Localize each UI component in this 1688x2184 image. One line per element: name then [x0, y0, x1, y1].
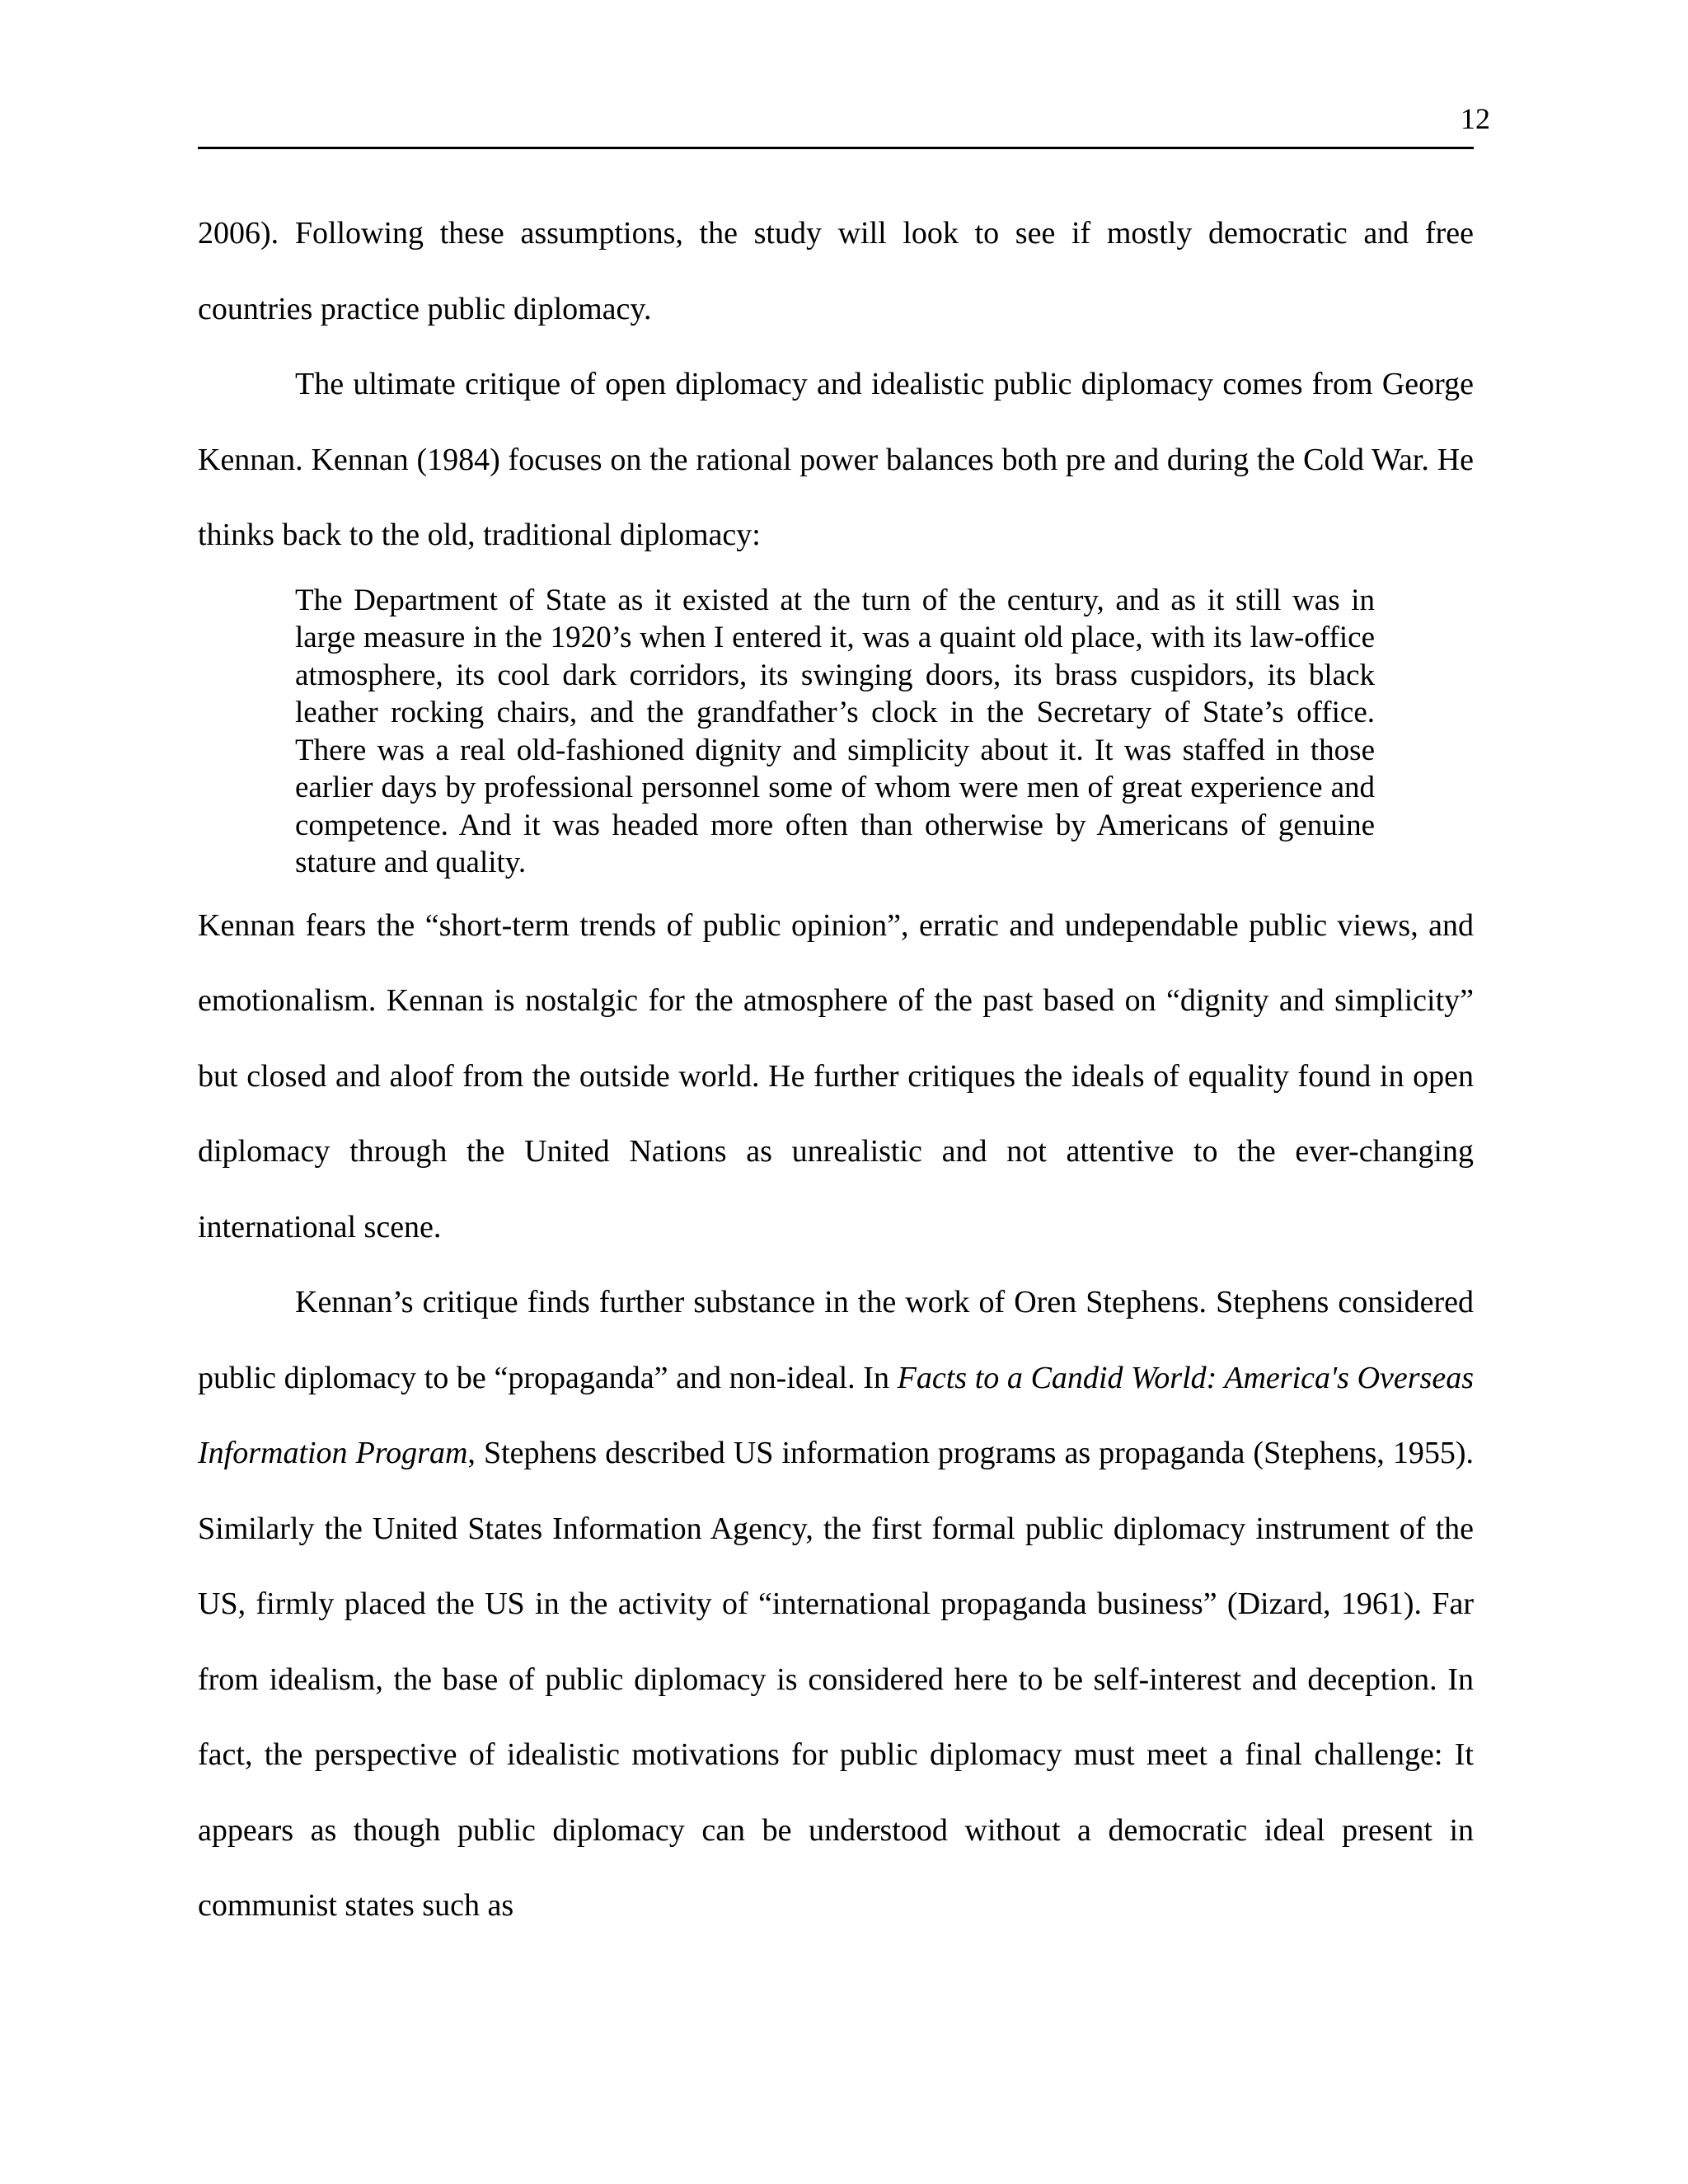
- paragraph-kennan-fears: Kennan fears the “short-term trends of public opinion”, erratic and undependable public views, and emotionalism. Kennan is nostalgic for the atmosphere of the past based on “dignity and simplicity” but closed and aloof from the outside world. He further critiques the ideals of equality found in open diplomacy through the United Nations as unrealistic and not attentive to the ever-changing international scene.: [198, 907, 1474, 1244]
- block-quote-kennan: The Department of State as it existed at the turn of the century, and as it still was in large measure in the 1920’s when I entered it, was a quaint old place, with its law-office atmosphere, its cool dark corridors, its swinging doors, its brass cuspidors, its black leather rocking chairs, and the grandfather’s clock in the Secretary of State’s office. There was a real old-fashioned dignity and simplicity about it. It was staffed in those earlier days by professional personnel some of whom were men of great experience and competence. And it was headed more often than otherwise by Americans of genuine stature and quality.: [295, 583, 1375, 879]
- paragraph-stephens-text-2: , Stephens described US information programs as propaganda (Stephens, 1955). Similarly the United States Information Agency, the first formal public diplomacy instrument of the US, firmly placed the US in the activity of “international propaganda business” (Dizard, 1961). Far from idealism, the base of public diplomacy is considered here to be self-interest and deception. In fact, the perspective of idealistic motivations for public diplomacy must meet a final challenge: It appears as though public diplomacy can be understood without a democratic ideal present in communist states such as: [198, 1436, 1474, 1923]
- paragraph-continuation: 2006). Following these assumptions, the study will look to see if mostly democratic and free countries practice public diplomacy.: [198, 216, 1474, 326]
- body-text: [198, 196, 1474, 1944]
- book-title: Facts to a Candid World: America's Overseas Information Program: [198, 1360, 1474, 1470]
- paragraph-stephens: [198, 1265, 1474, 1944]
- paragraph-kennan-intro: The ultimate critique of open diplomacy and idealistic public diplomacy comes from George Kennan. Kennan (1984) focuses on the rational power balances both pre and during the Cold War. He thinks back to the old, traditional diplomacy:: [198, 367, 1474, 552]
- paragraph-stephens-text-1: Kennan’s critique finds further substance in the work of Oren Stephens. Stephens considered public diplomacy to be “propaganda” and non-ideal. In: [198, 1285, 1474, 1395]
- header-rule: [198, 147, 1474, 149]
- page-number: 12: [1461, 102, 1490, 135]
